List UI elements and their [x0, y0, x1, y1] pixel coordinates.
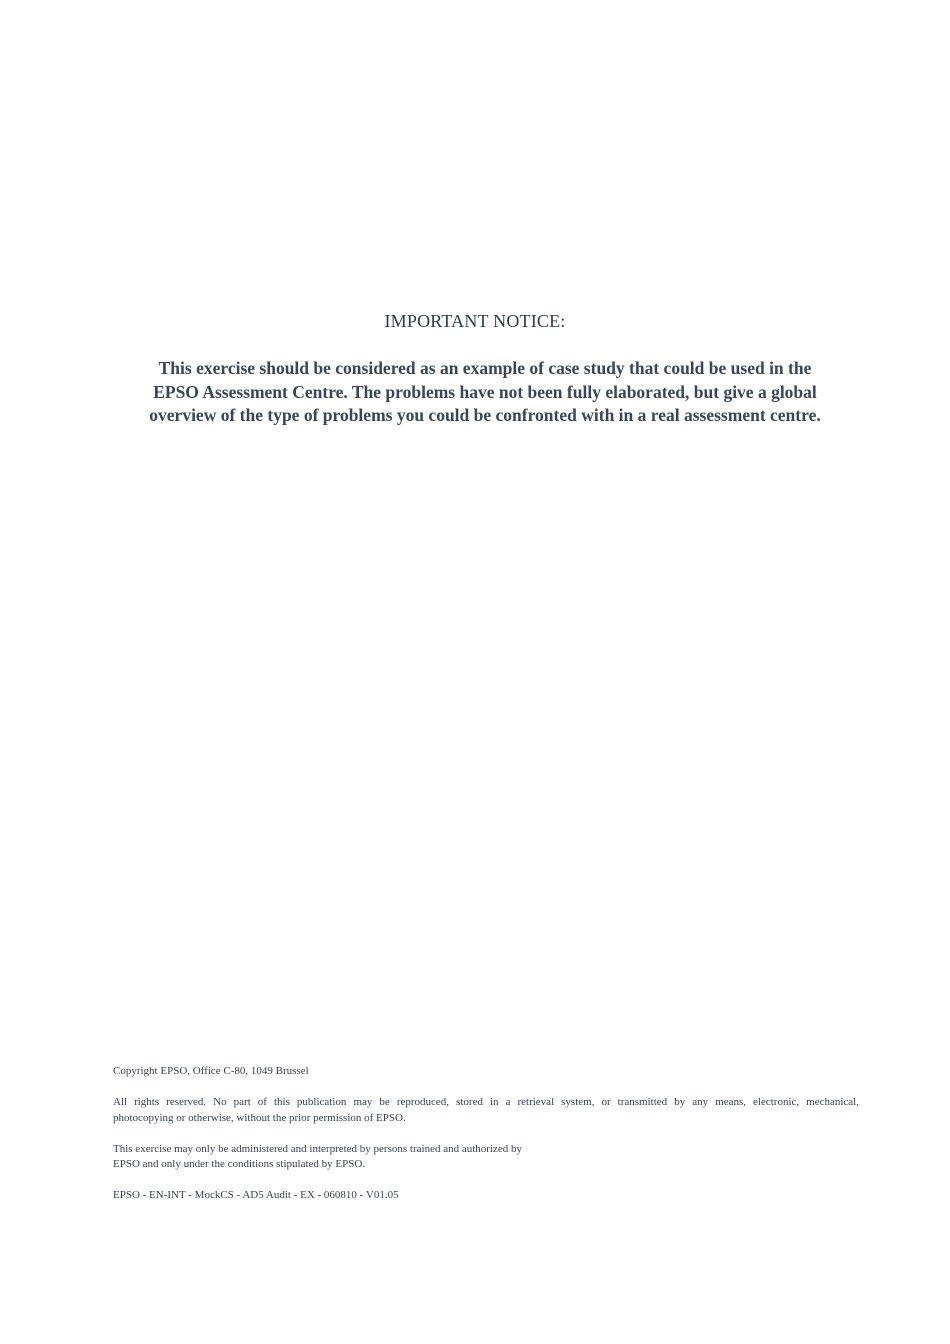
copyright-line: Copyright EPSO, Office C-80, 1049 Brussel: [113, 1065, 309, 1077]
spacer: [113, 1126, 863, 1142]
notice-body-line: This exercise should be considered as an example of case study that could be used in the: [158, 358, 812, 378]
footer: [113, 1064, 863, 1204]
spacer: [113, 1080, 863, 1096]
admin-line-1: This exercise may only be administered and interpreted by persons trained and authorized by: [113, 1142, 523, 1155]
document-reference: EPSO - EN-INT - MockCS - AD5 Audit - EX - 060810 - V01.05: [113, 1189, 399, 1201]
notice-body-line: EPSO Assessment Centre. The problems have not been fully elaborated, but give a global: [153, 381, 817, 402]
notice-heading: IMPORTANT NOTICE:: [384, 311, 566, 331]
admin-line-2: EPSO and only under the conditions stipulated by EPSO.: [113, 1158, 366, 1170]
rights-line-2: photocopying or otherwise, without the prior permission of EPSO.: [113, 1111, 406, 1124]
notice-body-line: overview of the type of problems you could be confronted with in a real assessment centre.: [149, 405, 821, 425]
rights-line-1: All rights reserved. No part of this publication may be reproduced, stored in a retrieval system, or transmitted by any means, electronic, mechanical,: [113, 1096, 859, 1108]
spacer: [113, 1173, 863, 1189]
notice-body: [110, 357, 860, 428]
